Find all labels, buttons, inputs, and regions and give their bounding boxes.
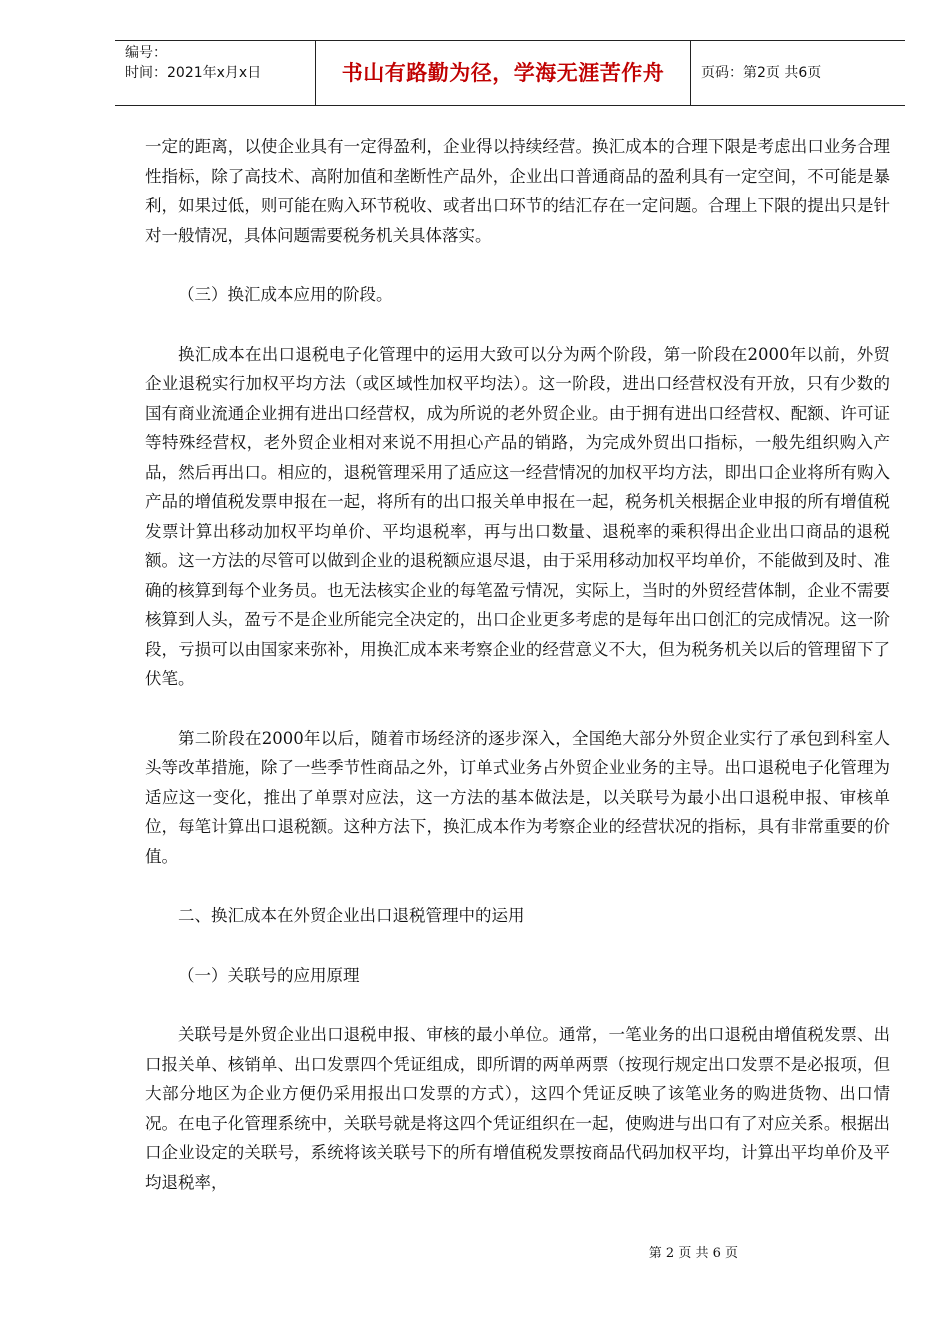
page-footer: 第 2 页 共 6 页 bbox=[648, 1246, 738, 1261]
header-meta bbox=[115, 41, 316, 105]
paragraph: 关联号是外贸企业出口退税申报、审核的最小单位。通常，一笔业务的出口退税由增值税发票、出口报关单、核销单、出口发票四个凭证组成，即所谓的两单两票（按现行规定出口发票不是必报项，但大部分地区为企业方便仍采用报出口发票的方式），这四个凭证反映了该笔业务的购进货物、出口情况。在电子化管理系统中，关联号就是将这四个凭证组织在一起，使购进与出口有了对应关系。根据出口企业设定的关联号，系统将该关联号下的所有增值税发票按商品代码加权平均，计算出平均单价及平均退税率， bbox=[145, 1025, 890, 1192]
section-heading: 二、换汇成本在外贸企业出口退税管理中的运用 bbox=[178, 906, 525, 925]
header-page-info: 页码：第2页 共6页 bbox=[701, 65, 822, 81]
paragraph: 换汇成本在出口退税电子化管理中的运用大致可以分为两个阶段，第一阶段在2000年以前，外贸企业退税实行加权平均方法（或区域性加权平均法）。这一阶段，进出口经营权没有开放，只有少数的国有商业流通企业拥有进出口经营权，成为所说的老外贸企业。由于拥有进出口经营权、配额、许可证等特殊经营权，老外贸企业相对来说不用担心产品的销路，为完成外贸出口指标，一般先组织购入产品，然后再出口。相应的，退税管理采用了适应这一经营情况的加权平均方法，即出口企业将所有购入产品的增值税发票申报在一起，将所有的出口报关单申报在一起，税务机关根据企业申报的所有增值税发票计算出移动加权平均单价、平均退税率，再与出口数量、退税率的乘积得出企业出口商品的退税额。这一方法的尽管可以做到企业的退税额应退尽退，由于采用移动加权平均单价，不能做到及时、准确的核算到每个业务员。也无法核实企业的每笔盈亏情况，实际上，当时的外贸经营体制，企业不需要核算到人头，盈亏不是企业所能完全决定的，出口企业更多考虑的是每年出口创汇的完成情况。这一阶段，亏损可以由国家来弥补，用换汇成本来考察企业的经营意义不大，但为税务机关以后的管理留下了伏笔。 bbox=[145, 344, 890, 688]
page-header bbox=[115, 40, 905, 106]
document-time-label: 时间：2021年x月x日 bbox=[125, 65, 262, 81]
paragraph: 第二阶段在2000年以后，随着市场经济的逐步深入，全国绝大部分外贸企业实行了承包到科室人头等改革措施，除了一些季节性商品之外，订单式业务占外贸企业业务的主导。出口退税电子化管理为适应这一变化，推出了单票对应法，这一方法的基本做法是，以关联号为最小出口退税申报、审核单位，每笔计算出口退税额。这种方法下，换汇成本作为考察企业的经营状况的指标，具有非常重要的价值。 bbox=[145, 728, 890, 866]
paragraph: 一定的距离，以使企业具有一定得盈利，企业得以持续经营。换汇成本的合理下限是考虑出口业务合理性指标，除了高技术、高附加值和垄断性产品外，企业出口普通商品的盈利具有一定空间，不可能是暴利，如果过低，则可能在购入环节税收、或者出口环节的结汇存在一定问题。合理上下限的提出只是针对一般情况，具体问题需要税务机关具体落实。 bbox=[145, 137, 890, 245]
section-heading: （一）关联号的应用原理 bbox=[178, 965, 360, 985]
header-motto: 书山有路勤为径，学海无涯苦作舟 bbox=[316, 41, 691, 105]
document-number-label: 编号： bbox=[125, 45, 167, 61]
document-body bbox=[145, 132, 890, 1197]
section-heading: （三）换汇成本应用的阶段。 bbox=[178, 285, 393, 304]
